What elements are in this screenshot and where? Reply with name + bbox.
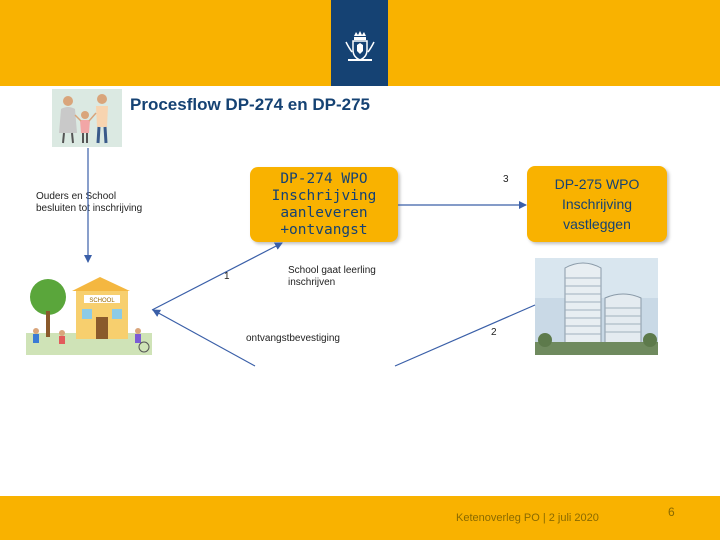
- school-sign: SCHOOL: [89, 298, 115, 304]
- step-2-label: 2: [491, 327, 497, 338]
- dp-275-line-1: DP-275 WPO: [554, 176, 640, 192]
- dp-274-line-2: Inschrijving: [271, 187, 377, 204]
- arrow-school-to-dp274: [152, 243, 282, 310]
- dp-275-line-3: vastleggen: [563, 216, 631, 232]
- dp-274-line-3: aanleveren: [280, 204, 368, 221]
- step-1-label: 1: [224, 271, 230, 282]
- page-number: 6: [668, 505, 675, 519]
- dp-275-line-2: Inschrijving: [561, 196, 633, 212]
- slide-title: Procesflow DP-274 en DP-275: [130, 95, 370, 114]
- enroll-student-label: School gaat leerling inschrijven: [288, 265, 376, 288]
- footer-source: Ketenoverleg PO | 2 juli 2020: [456, 512, 599, 524]
- arrow-building-to-receipt: [395, 305, 535, 366]
- arrow-receipt-to-school: [153, 310, 255, 366]
- dp-274-line-1: DP-274 WPO: [280, 170, 368, 187]
- step-3-label: 3: [503, 174, 509, 185]
- receipt-confirmation-label: ontvangstbevestiging: [246, 333, 340, 344]
- footer-bar: [0, 496, 720, 540]
- parents-school-label: Ouders en School besluiten tot inschrijving: [36, 191, 143, 214]
- dp-274-line-4: +ontvangst: [280, 221, 368, 238]
